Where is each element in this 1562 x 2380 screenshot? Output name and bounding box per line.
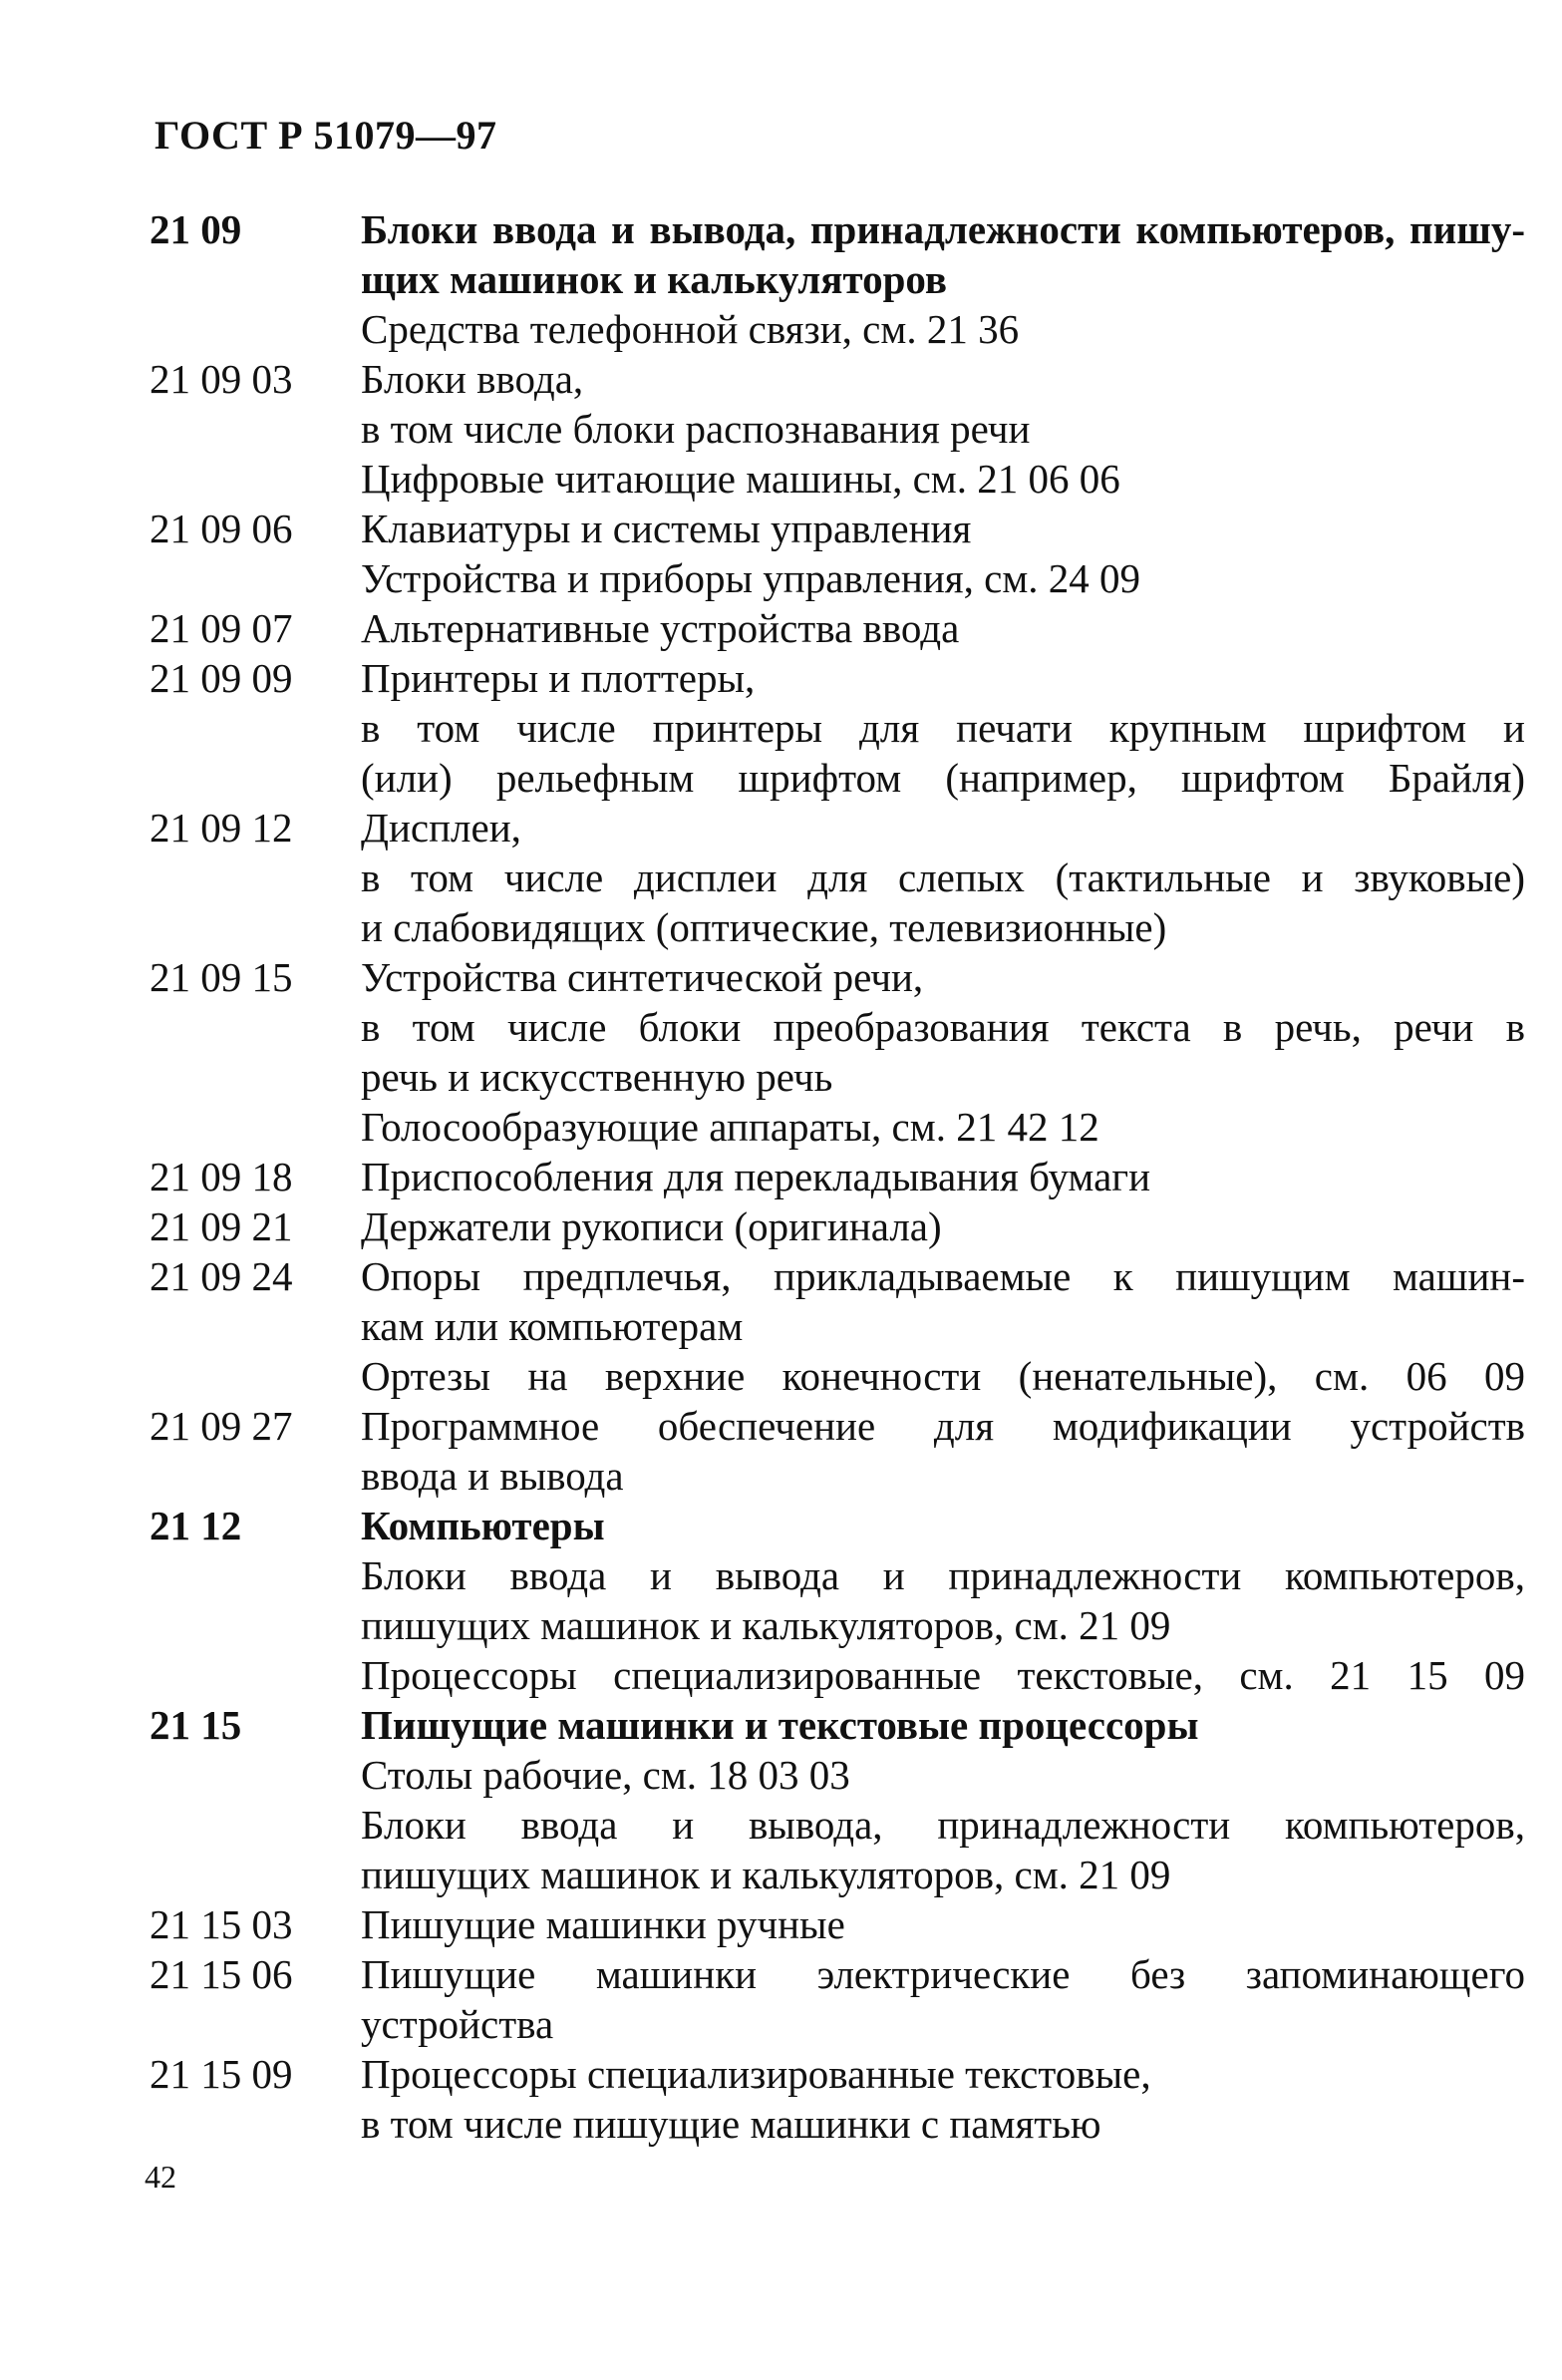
entry-line: Столы рабочие, см. 18 03 03 <box>361 1752 850 1798</box>
entry-code: 21 09 15 <box>150 954 293 1000</box>
entry-code: 21 15 <box>150 1702 242 1748</box>
entry-line: Блоки ввода и вывода и принадлежности компьютеров, <box>361 1552 1525 1598</box>
entry-code: 21 15 06 <box>150 1951 293 1997</box>
entry-line: Цифровые читающие машины, см. 21 06 06 <box>361 456 1120 502</box>
entry-code: 21 09 09 <box>150 655 293 701</box>
classification-list <box>150 204 1525 2149</box>
entry-line: пишущих машинок и калькуляторов, см. 21 09 <box>361 1852 1171 1897</box>
entry-line: (или) рельефным шрифтом (например, шрифтом Брайля) <box>361 755 1525 801</box>
entry-row <box>150 354 1525 504</box>
entry-description <box>361 1700 1525 1899</box>
entry-code: 21 15 03 <box>150 1901 293 1947</box>
entry-description <box>361 1401 1525 1501</box>
entry-code: 21 12 <box>150 1503 242 1548</box>
entry-line: Принтеры и плоттеры, <box>361 655 756 701</box>
entry-line: Ортезы на верхние конечности (ненательные), см. 06 09 <box>361 1353 1525 1399</box>
entry-line: пишущих машинок и калькуляторов, см. 21 09 <box>361 1602 1171 1648</box>
entry-description <box>361 653 1525 803</box>
entry-line: Процессоры специализированные текстовые, <box>361 2051 1151 2097</box>
entry-description <box>361 1251 1525 1401</box>
entry-line: Пишущие машинки электрические без запоминающего <box>361 1951 1525 1997</box>
entry-line: Блоки ввода и вывода, принадлежности компьютеров, <box>361 1802 1525 1848</box>
entry-line: в том числе блоки распознавания речи <box>361 406 1031 452</box>
entry-line: Дисплеи, <box>361 805 521 850</box>
entry-description <box>361 1152 1525 1201</box>
entry-code: 21 09 03 <box>150 356 293 402</box>
entry-row <box>150 1251 1525 1401</box>
entry-line: Устройства и приборы управления, см. 24 09 <box>361 555 1141 601</box>
entry-description <box>361 2049 1525 2149</box>
entry-description <box>361 204 1525 354</box>
entry-line: Блоки ввода и вывода, принадлежности компьютеров, пишу- <box>361 206 1525 252</box>
entry-row <box>150 603 1525 653</box>
entry-line: Блоки ввода, <box>361 356 584 402</box>
entry-line: кам или компьютерам <box>361 1303 744 1349</box>
entry-line: Устройства синтетической речи, <box>361 954 924 1000</box>
entry-description <box>361 1899 1525 1949</box>
entry-line: Компьютеры <box>361 1503 605 1548</box>
entry-description <box>361 803 1525 952</box>
entry-line: ввода и вывода <box>361 1453 624 1499</box>
entry-line: Голосообразующие аппараты, см. 21 42 12 <box>361 1104 1099 1150</box>
entry-line: Клавиатуры и системы управления <box>361 506 972 551</box>
entry-line: в том числе пишущие машинки с памятью <box>361 2101 1101 2147</box>
entry-line: Опоры предплечья, прикладываемые к пишущим машин- <box>361 1253 1525 1299</box>
entry-row <box>150 952 1525 1152</box>
entry-row <box>150 204 1525 354</box>
entry-row <box>150 2049 1525 2149</box>
entry-line: и слабовидящих (оптические, телевизионные) <box>361 904 1167 950</box>
entry-line: Приспособления для перекладывания бумаги <box>361 1154 1151 1199</box>
entry-row <box>150 504 1525 603</box>
entry-row <box>150 803 1525 952</box>
entry-line: Пишущие машинки ручные <box>361 1901 845 1947</box>
entry-line: Альтернативные устройства ввода <box>361 605 960 651</box>
entry-row <box>150 1899 1525 1949</box>
entry-line: в том числе дисплеи для слепых (тактильные и звуковые) <box>361 854 1525 900</box>
entry-code: 21 09 <box>150 206 242 252</box>
entry-row <box>150 1700 1525 1899</box>
entry-description <box>361 1201 1525 1251</box>
entry-row <box>150 1201 1525 1251</box>
entry-line: Программное обеспечение для модификации устройств <box>361 1403 1525 1449</box>
entry-code: 21 09 18 <box>150 1154 293 1199</box>
entry-row <box>150 653 1525 803</box>
entry-description <box>361 1949 1525 2049</box>
entry-line: в том числе принтеры для печати крупным шрифтом и <box>361 705 1525 751</box>
entry-code: 21 09 21 <box>150 1203 293 1249</box>
document-header: ГОСТ Р 51079—97 <box>155 113 497 158</box>
entry-line: Средства телефонной связи, см. 21 36 <box>361 306 1020 352</box>
entry-code: 21 09 12 <box>150 805 293 850</box>
entry-code: 21 09 06 <box>150 506 293 551</box>
entry-code: 21 09 24 <box>150 1253 293 1299</box>
entry-line: устройства <box>361 2001 554 2047</box>
entry-row <box>150 1501 1525 1700</box>
entry-code: 21 09 07 <box>150 605 293 651</box>
entry-line: в том числе блоки преобразования текста в речь, речи в <box>361 1004 1525 1050</box>
entry-line: Процессоры специализированные текстовые, см. 21 15 09 <box>361 1652 1525 1698</box>
entry-row <box>150 1949 1525 2049</box>
entry-description <box>361 354 1525 504</box>
page-number: 42 <box>145 2159 176 2195</box>
entry-line: щих машинок и калькуляторов <box>361 256 948 302</box>
entry-line: Пишущие машинки и текстовые процессоры <box>361 1702 1199 1748</box>
entry-description <box>361 504 1525 603</box>
entry-row <box>150 1152 1525 1201</box>
entry-description <box>361 603 1525 653</box>
entry-description <box>361 952 1525 1152</box>
entry-line: Держатели рукописи (оригинала) <box>361 1203 942 1249</box>
entry-code: 21 09 27 <box>150 1403 293 1449</box>
entry-row <box>150 1401 1525 1501</box>
entry-code: 21 15 09 <box>150 2051 293 2097</box>
entry-description <box>361 1501 1525 1700</box>
entry-line: речь и искусственную речь <box>361 1054 833 1100</box>
